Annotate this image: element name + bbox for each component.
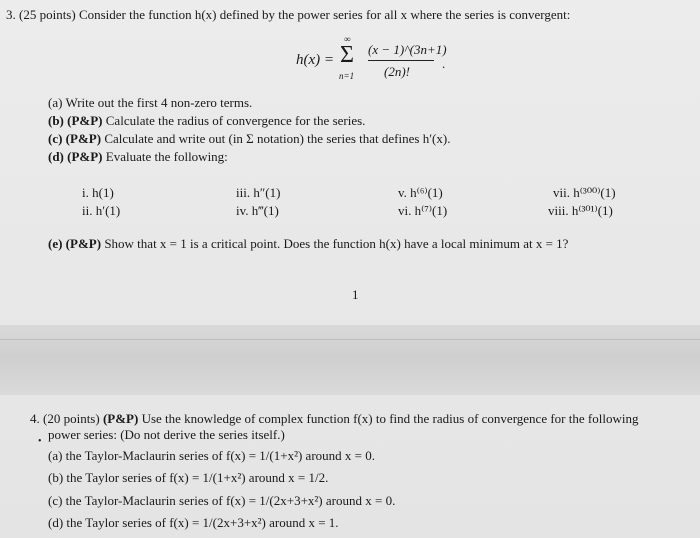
- part-b: [48, 113, 365, 128]
- part-a: (a) Write out the first 4 non-zero terms.: [48, 95, 253, 110]
- eval-iii: iii. h″(1): [236, 185, 281, 200]
- eval-iv: iv. h‴(1): [236, 203, 279, 218]
- problem4-header-line2: power series: (Do not derive the series itself.): [48, 427, 285, 442]
- problem4-points: 4. (20 points): [30, 411, 100, 426]
- part-d: [48, 149, 228, 164]
- part-e: [48, 236, 568, 251]
- problem4-part-d: (d) the Taylor series of f(x) = 1/(2x+3+x²) around x = 1.: [48, 515, 339, 530]
- part-b-tag: (b) (P&P): [48, 113, 103, 128]
- formula-fraction-bar: [368, 60, 434, 61]
- eval-ii: ii. h′(1): [82, 203, 121, 218]
- part-c: [48, 131, 450, 146]
- eval-viii: viii. h⁽³⁰¹⁾(1): [548, 203, 613, 218]
- page-break-line: [0, 339, 700, 340]
- formula-numerator: (x − 1)^(3n+1): [368, 42, 447, 57]
- formula-denominator: (2n)!: [384, 64, 410, 79]
- formula-upper-limit: ∞: [344, 34, 351, 44]
- page-number: 1: [352, 287, 359, 302]
- problem4-part-b: (b) the Taylor series of f(x) = 1/(1+x²) around x = 1/2.: [48, 470, 329, 485]
- problem4-part-c: (c) the Taylor-Maclaurin series of f(x) = 1/(2x+3+x²) around x = 0.: [48, 493, 396, 508]
- part-d-tag: (d) (P&P): [48, 149, 103, 164]
- stray-mark: •: [38, 436, 42, 447]
- problem4-part-a: (a) the Taylor-Maclaurin series of f(x) = 1/(1+x²) around x = 0.: [48, 448, 375, 463]
- part-c-tag: (c) (P&P): [48, 131, 102, 146]
- problem4-header-rest: Use the knowledge of complex function f(x) to find the radius of convergence for the following: [141, 411, 639, 426]
- problem4-tag: (P&P): [102, 411, 139, 426]
- part-e-tag: (e) (P&P): [48, 236, 102, 251]
- formula-sigma: Σ: [340, 42, 354, 68]
- eval-i: i. h(1): [82, 185, 114, 200]
- part-e-text: Show that x = 1 is a critical point. Does the function h(x) have a local minimum at x = 1?: [104, 236, 569, 251]
- eval-vi: vi. h⁽⁷⁾(1): [398, 203, 448, 218]
- formula-lower-limit: n=1: [339, 71, 355, 81]
- eval-vii: vii. h⁽³⁰⁰⁾(1): [553, 185, 616, 200]
- formula-lhs: h(x) =: [296, 52, 335, 68]
- problem4-header: [30, 411, 638, 426]
- page-break: [0, 325, 700, 395]
- power-series-formula: [296, 34, 466, 86]
- problem3-header: 3. (25 points) Consider the function h(x) defined by the power series for all x where the series is convergent:: [6, 7, 571, 22]
- part-c-text: Calculate and write out (in Σ notation) the series that defines h′(x).: [104, 131, 451, 146]
- part-d-text: Evaluate the following:: [105, 149, 228, 164]
- formula-period: .: [442, 56, 446, 71]
- part-b-text: Calculate the radius of convergence for the series.: [105, 113, 366, 128]
- eval-v: v. h⁽⁶⁾(1): [398, 185, 443, 200]
